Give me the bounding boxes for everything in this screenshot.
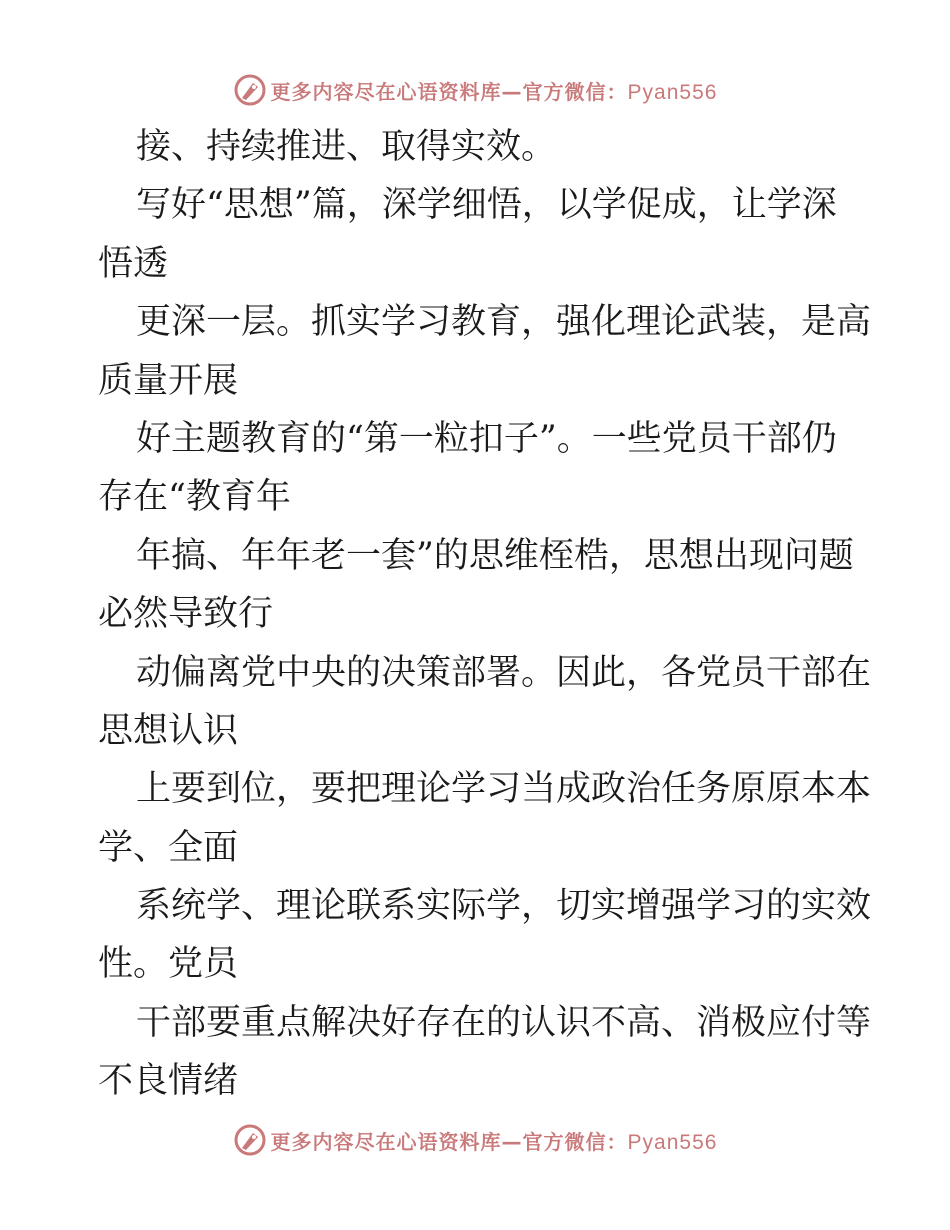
text-line: 系统学、理论联系实际学，切实增强学习的实效 (136, 886, 872, 927)
text-line: 性。党员 (98, 944, 239, 985)
text-line: 动偏离党中央的决策部署。因此，各党员干部在 (136, 652, 872, 693)
text-line: 思想认识 (98, 710, 239, 751)
footer-banner (0, 1120, 950, 1160)
footer-banner-text: 更多内容尽在心语资料库—官方微信：Pyan556 (270, 1129, 718, 1154)
text-line: 质量开展 (98, 360, 239, 401)
text-line: 上要到位，要把理论学习当成政治任务原原本本 (136, 769, 872, 810)
pen-nib-circle-icon (233, 1123, 267, 1157)
header-banner-text: 更多内容尽在心语资料库—官方微信：Pyan556 (270, 79, 718, 104)
text-line: 写好“思想”篇，深学细悟，以学促成，让学深 (136, 185, 837, 226)
text-line: 干部要重点解决好存在的认识不高、消极应付等 (136, 1002, 872, 1043)
header-banner (0, 70, 950, 110)
text-line: 好主题教育的“第一粒扣子”。一些党员干部仍 (136, 418, 837, 459)
text-line: 年搞、年年老一套”的思维桎梏，思想出现问题 (136, 535, 854, 576)
text-line: 学、全面 (98, 827, 239, 868)
text-line: 更深一层。抓实学习教育，强化理论武装，是高 (136, 302, 872, 343)
text-line: 悟透 (98, 243, 169, 284)
text-line: 接、持续推进、取得实效。 (136, 127, 557, 167)
pen-nib-circle-icon (233, 73, 267, 107)
text-line: 必然导致行 (98, 594, 274, 635)
text-line: 不良情绪 (98, 1061, 239, 1102)
document-body (98, 118, 872, 1111)
text-line: 存在“教育年 (98, 477, 291, 518)
